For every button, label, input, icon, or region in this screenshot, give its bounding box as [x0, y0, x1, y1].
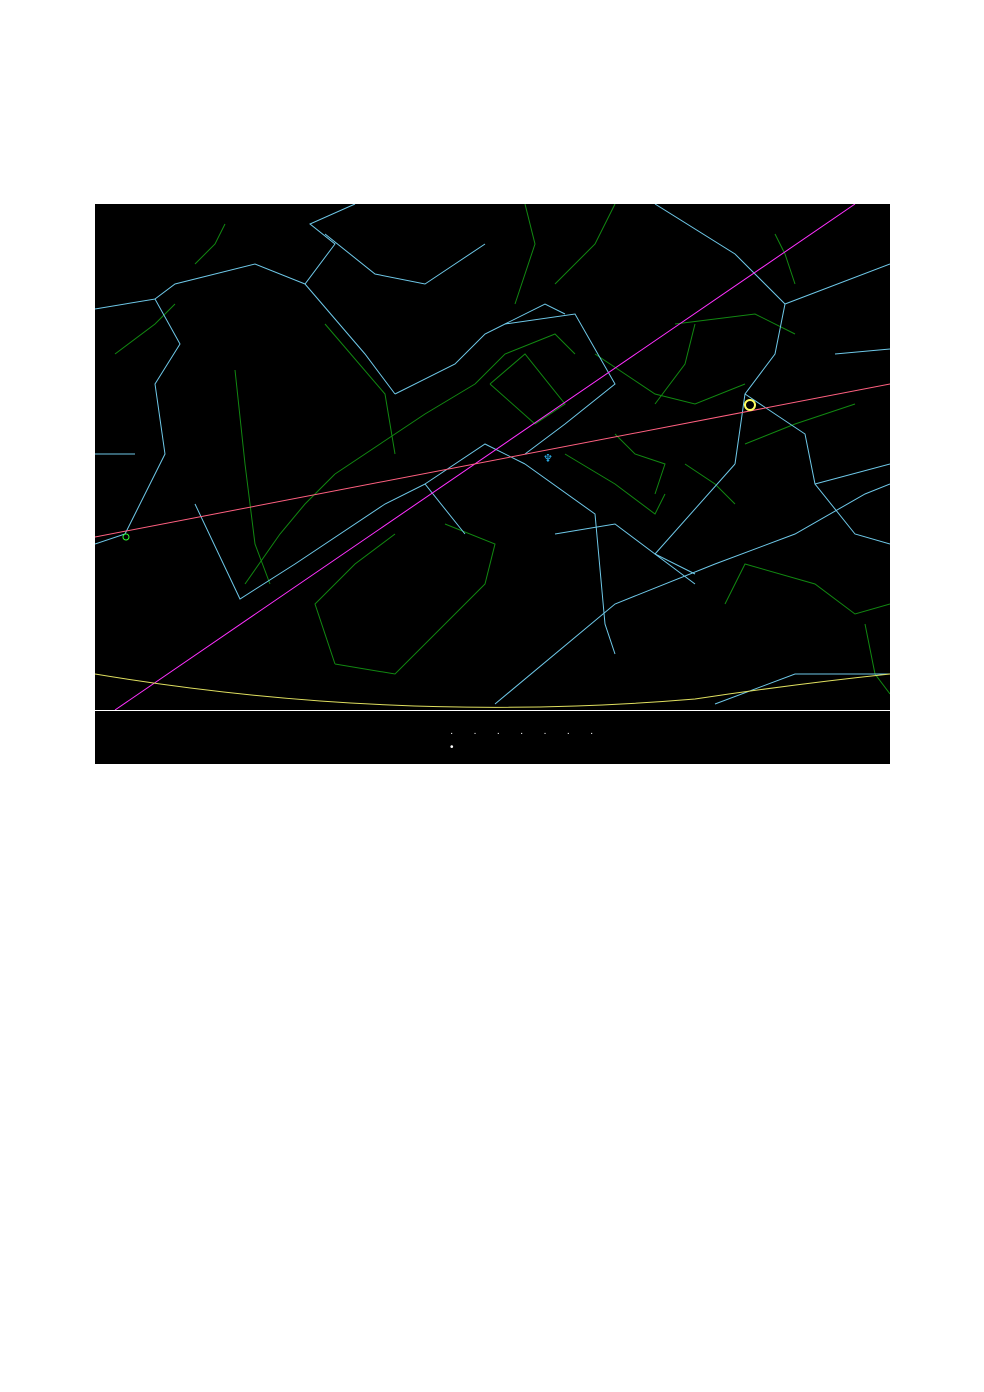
sun-symbol	[123, 534, 129, 540]
planet-symbol	[745, 400, 755, 410]
multiple-star-dots: •	[450, 742, 474, 753]
sky-map	[95, 204, 890, 710]
info-panel	[95, 710, 890, 764]
magnitude-dots: ·······	[450, 728, 614, 739]
sky-chart	[95, 204, 890, 764]
neptune-icon: ♆	[543, 452, 553, 465]
